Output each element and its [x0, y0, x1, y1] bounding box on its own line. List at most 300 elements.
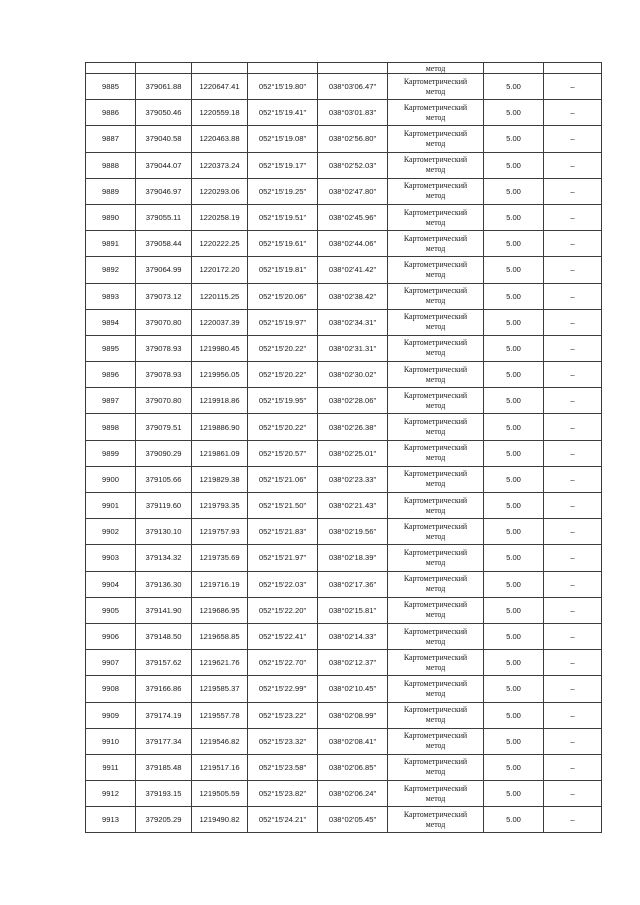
empty-cell	[136, 63, 192, 74]
method-cell	[388, 702, 484, 728]
description-cell: –	[544, 597, 602, 623]
point-number-cell: 9908	[86, 676, 136, 702]
method-line-2: метод	[425, 531, 446, 541]
x-coordinate-cell: 379119.60	[136, 493, 192, 519]
description-cell: –	[544, 623, 602, 649]
accuracy-cell: 5.00	[484, 388, 544, 414]
point-number-cell: 9888	[86, 152, 136, 178]
latitude-cell: 052°15'20.57"	[248, 440, 318, 466]
accuracy-cell: 5.00	[484, 676, 544, 702]
longitude-cell: 038°02'19.56"	[318, 519, 388, 545]
latitude-cell: 052°15'21.50"	[248, 493, 318, 519]
x-coordinate-cell: 379177.34	[136, 728, 192, 754]
table-row	[86, 204, 602, 230]
empty-cell	[86, 63, 136, 74]
accuracy-cell: 5.00	[484, 309, 544, 335]
method-cell	[388, 493, 484, 519]
method-line-1: Картометрический	[403, 600, 468, 610]
latitude-cell: 052°15'22.99"	[248, 676, 318, 702]
longitude-cell: 038°02'56.80"	[318, 126, 388, 152]
point-number-cell: 9909	[86, 702, 136, 728]
point-number-cell: 9911	[86, 754, 136, 780]
method-line-1: Картометрический	[403, 338, 468, 348]
method-line-1: Картометрический	[403, 547, 468, 557]
table-row	[86, 178, 602, 204]
latitude-cell: 052°15'20.22"	[248, 362, 318, 388]
y-coordinate-cell: 1219517.16	[192, 754, 248, 780]
longitude-cell: 038°02'38.42"	[318, 283, 388, 309]
latitude-cell: 052°15'20.22"	[248, 414, 318, 440]
description-cell: –	[544, 126, 602, 152]
y-coordinate-cell: 1220463.88	[192, 126, 248, 152]
method-line-1: Картометрический	[403, 469, 468, 479]
description-cell: –	[544, 650, 602, 676]
table-row	[86, 74, 602, 100]
table-row	[86, 388, 602, 414]
longitude-cell: 038°02'31.31"	[318, 335, 388, 361]
empty-cell	[192, 63, 248, 74]
x-coordinate-cell: 379174.19	[136, 702, 192, 728]
y-coordinate-cell: 1220373.24	[192, 152, 248, 178]
latitude-cell: 052°15'23.82"	[248, 781, 318, 807]
latitude-cell: 052°15'19.97"	[248, 309, 318, 335]
latitude-cell: 052°15'19.61"	[248, 231, 318, 257]
x-coordinate-cell: 379050.46	[136, 100, 192, 126]
point-number-cell: 9885	[86, 74, 136, 100]
method-line-2: метод	[425, 138, 446, 148]
method-line-1: Картометрический	[403, 364, 468, 374]
method-line-2: метод	[425, 610, 446, 620]
accuracy-cell: 5.00	[484, 807, 544, 833]
y-coordinate-cell: 1219621.76	[192, 650, 248, 676]
longitude-cell: 038°02'44.06"	[318, 231, 388, 257]
method-line-2: метод	[425, 584, 446, 594]
latitude-cell: 052°15'21.06"	[248, 466, 318, 492]
y-coordinate-cell: 1220647.41	[192, 74, 248, 100]
point-number-cell: 9894	[86, 309, 136, 335]
x-coordinate-cell: 379166.86	[136, 676, 192, 702]
x-coordinate-cell: 379185.48	[136, 754, 192, 780]
longitude-cell: 038°02'10.45"	[318, 676, 388, 702]
method-cell	[388, 650, 484, 676]
method-line-2: метод	[425, 479, 446, 489]
accuracy-cell: 5.00	[484, 466, 544, 492]
description-cell: –	[544, 362, 602, 388]
table-row	[86, 754, 602, 780]
method-cell	[388, 440, 484, 466]
method-line-1: Картометрический	[403, 207, 468, 217]
table-row	[86, 728, 602, 754]
method-line-2: метод	[425, 217, 446, 227]
empty-cell	[484, 63, 544, 74]
description-cell: –	[544, 440, 602, 466]
method-cell-continued: метод	[388, 63, 484, 74]
method-line-1: Картометрический	[403, 390, 468, 400]
x-coordinate-cell: 379078.93	[136, 362, 192, 388]
point-number-cell: 9892	[86, 257, 136, 283]
point-number-cell: 9893	[86, 283, 136, 309]
point-number-cell: 9901	[86, 493, 136, 519]
x-coordinate-cell: 379055.11	[136, 204, 192, 230]
latitude-cell: 052°15'22.70"	[248, 650, 318, 676]
longitude-cell: 038°02'05.45"	[318, 807, 388, 833]
description-cell: –	[544, 257, 602, 283]
accuracy-cell: 5.00	[484, 440, 544, 466]
latitude-cell: 052°15'20.06"	[248, 283, 318, 309]
method-line-1: Картометрический	[403, 809, 468, 819]
method-line-2: метод	[425, 688, 446, 698]
method-line-1: Картометрический	[403, 102, 468, 112]
latitude-cell: 052°15'19.80"	[248, 74, 318, 100]
method-line-1: Картометрический	[403, 783, 468, 793]
y-coordinate-cell: 1219490.82	[192, 807, 248, 833]
latitude-cell: 052°15'21.83"	[248, 519, 318, 545]
y-coordinate-cell: 1220222.25	[192, 231, 248, 257]
table-row	[86, 545, 602, 571]
accuracy-cell: 5.00	[484, 728, 544, 754]
description-cell: –	[544, 571, 602, 597]
latitude-cell: 052°15'19.95"	[248, 388, 318, 414]
accuracy-cell: 5.00	[484, 152, 544, 178]
method-line-1: Картометрический	[403, 574, 468, 584]
accuracy-cell: 5.00	[484, 650, 544, 676]
description-cell: –	[544, 100, 602, 126]
method-line-2: метод	[425, 400, 446, 410]
x-coordinate-cell: 379090.29	[136, 440, 192, 466]
table-row	[86, 126, 602, 152]
x-coordinate-cell: 379148.50	[136, 623, 192, 649]
method-cell	[388, 100, 484, 126]
table-row	[86, 597, 602, 623]
x-coordinate-cell: 379061.88	[136, 74, 192, 100]
method-cell	[388, 178, 484, 204]
method-line-1: Картометрический	[403, 678, 468, 688]
description-cell: –	[544, 74, 602, 100]
table-row	[86, 440, 602, 466]
x-coordinate-cell: 379046.97	[136, 178, 192, 204]
method-cell	[388, 545, 484, 571]
method-line-2: метод	[425, 741, 446, 751]
x-coordinate-cell: 379136.30	[136, 571, 192, 597]
point-number-cell: 9903	[86, 545, 136, 571]
y-coordinate-cell: 1219585.37	[192, 676, 248, 702]
description-cell: –	[544, 231, 602, 257]
method-line-2: метод	[425, 191, 446, 201]
method-cell	[388, 126, 484, 152]
longitude-cell: 038°02'08.41"	[318, 728, 388, 754]
description-cell: –	[544, 754, 602, 780]
method-cell	[388, 362, 484, 388]
point-number-cell: 9890	[86, 204, 136, 230]
longitude-cell: 038°02'15.81"	[318, 597, 388, 623]
empty-cell	[248, 63, 318, 74]
y-coordinate-cell: 1219546.82	[192, 728, 248, 754]
point-number-cell: 9906	[86, 623, 136, 649]
description-cell: –	[544, 807, 602, 833]
accuracy-cell: 5.00	[484, 519, 544, 545]
x-coordinate-cell: 379205.29	[136, 807, 192, 833]
method-line-1: Картометрический	[403, 128, 468, 138]
point-number-cell: 9896	[86, 362, 136, 388]
method-line-1: Картометрический	[403, 652, 468, 662]
method-line-2: метод	[425, 767, 446, 777]
empty-cell	[544, 63, 602, 74]
table-row	[86, 702, 602, 728]
y-coordinate-cell: 1219686.95	[192, 597, 248, 623]
longitude-cell: 038°02'23.33"	[318, 466, 388, 492]
longitude-cell: 038°02'45.96"	[318, 204, 388, 230]
accuracy-cell: 5.00	[484, 493, 544, 519]
longitude-cell: 038°02'41.42"	[318, 257, 388, 283]
accuracy-cell: 5.00	[484, 623, 544, 649]
latitude-cell: 052°15'23.22"	[248, 702, 318, 728]
method-line-2: метод	[425, 86, 446, 96]
table-row	[86, 231, 602, 257]
latitude-cell: 052°15'22.03"	[248, 571, 318, 597]
table-row	[86, 781, 602, 807]
method-line-1: Картометрический	[403, 76, 468, 86]
empty-cell	[318, 63, 388, 74]
longitude-cell: 038°02'08.99"	[318, 702, 388, 728]
x-coordinate-cell: 379070.80	[136, 309, 192, 335]
accuracy-cell: 5.00	[484, 335, 544, 361]
method-cell	[388, 466, 484, 492]
latitude-cell: 052°15'24.21"	[248, 807, 318, 833]
point-number-cell: 9900	[86, 466, 136, 492]
description-cell: –	[544, 178, 602, 204]
description-cell: –	[544, 676, 602, 702]
description-cell: –	[544, 388, 602, 414]
method-cell	[388, 231, 484, 257]
y-coordinate-cell: 1219735.69	[192, 545, 248, 571]
method-line-2: метод	[425, 636, 446, 646]
method-cell	[388, 676, 484, 702]
method-cell	[388, 571, 484, 597]
method-line-1: Картометрический	[403, 312, 468, 322]
method-line-2: метод	[425, 453, 446, 463]
accuracy-cell: 5.00	[484, 414, 544, 440]
latitude-cell: 052°15'19.25"	[248, 178, 318, 204]
method-cell	[388, 309, 484, 335]
accuracy-cell: 5.00	[484, 545, 544, 571]
method-cell	[388, 623, 484, 649]
point-number-cell: 9910	[86, 728, 136, 754]
description-cell: –	[544, 152, 602, 178]
description-cell: –	[544, 493, 602, 519]
table-row	[86, 519, 602, 545]
y-coordinate-cell: 1219557.78	[192, 702, 248, 728]
x-coordinate-cell: 379044.07	[136, 152, 192, 178]
method-line-1: Картометрический	[403, 259, 468, 269]
accuracy-cell: 5.00	[484, 178, 544, 204]
method-line-2: метод	[425, 557, 446, 567]
description-cell: –	[544, 545, 602, 571]
table-row	[86, 309, 602, 335]
latitude-cell: 052°15'20.22"	[248, 335, 318, 361]
method-line-1: Картометрический	[403, 233, 468, 243]
description-cell: –	[544, 728, 602, 754]
method-cell	[388, 728, 484, 754]
table-row	[86, 335, 602, 361]
y-coordinate-cell: 1220293.06	[192, 178, 248, 204]
table-row	[86, 676, 602, 702]
accuracy-cell: 5.00	[484, 362, 544, 388]
method-cell	[388, 257, 484, 283]
method-line-1: Картометрический	[403, 521, 468, 531]
point-number-cell: 9902	[86, 519, 136, 545]
y-coordinate-cell: 1219505.59	[192, 781, 248, 807]
x-coordinate-cell: 379141.90	[136, 597, 192, 623]
latitude-cell: 052°15'22.20"	[248, 597, 318, 623]
method-cell	[388, 335, 484, 361]
latitude-cell: 052°15'19.81"	[248, 257, 318, 283]
table-row	[86, 100, 602, 126]
point-number-cell: 9886	[86, 100, 136, 126]
point-number-cell: 9899	[86, 440, 136, 466]
description-cell: –	[544, 204, 602, 230]
method-line-1: Картометрический	[403, 495, 468, 505]
longitude-cell: 038°02'30.02"	[318, 362, 388, 388]
longitude-cell: 038°02'17.36"	[318, 571, 388, 597]
method-cell	[388, 519, 484, 545]
longitude-cell: 038°02'14.33"	[318, 623, 388, 649]
y-coordinate-cell: 1219956.05	[192, 362, 248, 388]
x-coordinate-cell: 379064.99	[136, 257, 192, 283]
description-cell: –	[544, 414, 602, 440]
coordinates-table	[85, 62, 602, 833]
latitude-cell: 052°15'19.17"	[248, 152, 318, 178]
method-line-1: Картометрический	[403, 417, 468, 427]
y-coordinate-cell: 1220258.19	[192, 204, 248, 230]
y-coordinate-cell: 1219829.38	[192, 466, 248, 492]
point-number-cell: 9913	[86, 807, 136, 833]
longitude-cell: 038°02'28.06"	[318, 388, 388, 414]
point-number-cell: 9904	[86, 571, 136, 597]
method-line-2: метод	[425, 374, 446, 384]
accuracy-cell: 5.00	[484, 204, 544, 230]
y-coordinate-cell: 1220037.39	[192, 309, 248, 335]
x-coordinate-cell: 379130.10	[136, 519, 192, 545]
method-line-2: метод	[425, 112, 446, 122]
method-line-1: Картометрический	[403, 626, 468, 636]
method-line-1: Картометрический	[403, 443, 468, 453]
y-coordinate-cell: 1219918.86	[192, 388, 248, 414]
method-line-2: метод	[425, 269, 446, 279]
accuracy-cell: 5.00	[484, 126, 544, 152]
point-number-cell: 9907	[86, 650, 136, 676]
accuracy-cell: 5.00	[484, 571, 544, 597]
y-coordinate-cell: 1219658.85	[192, 623, 248, 649]
method-cell	[388, 74, 484, 100]
table-row	[86, 152, 602, 178]
method-line-2: метод	[425, 243, 446, 253]
accuracy-cell: 5.00	[484, 231, 544, 257]
method-line-1: Картометрический	[403, 731, 468, 741]
table-row	[86, 571, 602, 597]
method-line-2: метод	[425, 427, 446, 437]
method-line-1: Картометрический	[403, 705, 468, 715]
method-cell	[388, 414, 484, 440]
latitude-cell: 052°15'19.41"	[248, 100, 318, 126]
y-coordinate-cell: 1220172.20	[192, 257, 248, 283]
method-cell	[388, 807, 484, 833]
method-cell	[388, 597, 484, 623]
description-cell: –	[544, 519, 602, 545]
table-row	[86, 650, 602, 676]
method-cell	[388, 754, 484, 780]
point-number-cell: 9887	[86, 126, 136, 152]
longitude-cell: 038°02'21.43"	[318, 493, 388, 519]
y-coordinate-cell: 1219980.45	[192, 335, 248, 361]
point-number-cell: 9897	[86, 388, 136, 414]
x-coordinate-cell: 379040.58	[136, 126, 192, 152]
method-line-1: Картометрический	[403, 181, 468, 191]
point-number-cell: 9889	[86, 178, 136, 204]
latitude-cell: 052°15'19.08"	[248, 126, 318, 152]
method-line-1: Картометрический	[403, 757, 468, 767]
point-number-cell: 9895	[86, 335, 136, 361]
x-coordinate-cell: 379105.66	[136, 466, 192, 492]
longitude-cell: 038°02'12.37"	[318, 650, 388, 676]
method-line-1: Картометрический	[403, 155, 468, 165]
x-coordinate-cell: 379058.44	[136, 231, 192, 257]
accuracy-cell: 5.00	[484, 257, 544, 283]
table-row	[86, 466, 602, 492]
method-line-2: метод	[425, 348, 446, 358]
method-cell	[388, 388, 484, 414]
longitude-cell: 038°02'25.01"	[318, 440, 388, 466]
method-line-2: метод	[425, 793, 446, 803]
point-number-cell: 9905	[86, 597, 136, 623]
description-cell: –	[544, 466, 602, 492]
latitude-cell: 052°15'19.51"	[248, 204, 318, 230]
accuracy-cell: 5.00	[484, 702, 544, 728]
longitude-cell: 038°02'18.39"	[318, 545, 388, 571]
point-number-cell: 9912	[86, 781, 136, 807]
method-line-2: метод	[425, 662, 446, 672]
method-line-2: метод	[425, 505, 446, 515]
y-coordinate-cell: 1219861.09	[192, 440, 248, 466]
longitude-cell: 038°02'52.03"	[318, 152, 388, 178]
accuracy-cell: 5.00	[484, 100, 544, 126]
y-coordinate-cell: 1220559.18	[192, 100, 248, 126]
y-coordinate-cell: 1219886.90	[192, 414, 248, 440]
table-row	[86, 623, 602, 649]
x-coordinate-cell: 379193.15	[136, 781, 192, 807]
method-line-2: метод	[425, 165, 446, 175]
table-row	[86, 807, 602, 833]
description-cell: –	[544, 309, 602, 335]
longitude-cell: 038°02'26.38"	[318, 414, 388, 440]
method-line-2: метод	[425, 322, 446, 332]
method-line-2: метод	[425, 819, 446, 829]
accuracy-cell: 5.00	[484, 283, 544, 309]
point-number-cell: 9898	[86, 414, 136, 440]
y-coordinate-cell: 1219757.93	[192, 519, 248, 545]
description-cell: –	[544, 781, 602, 807]
latitude-cell: 052°15'21.97"	[248, 545, 318, 571]
accuracy-cell: 5.00	[484, 781, 544, 807]
point-number-cell: 9891	[86, 231, 136, 257]
table-row	[86, 283, 602, 309]
x-coordinate-cell: 379079.51	[136, 414, 192, 440]
x-coordinate-cell: 379073.12	[136, 283, 192, 309]
method-line-2: метод	[425, 715, 446, 725]
latitude-cell: 052°15'23.58"	[248, 754, 318, 780]
y-coordinate-cell: 1219793.35	[192, 493, 248, 519]
x-coordinate-cell: 379070.80	[136, 388, 192, 414]
accuracy-cell: 5.00	[484, 754, 544, 780]
